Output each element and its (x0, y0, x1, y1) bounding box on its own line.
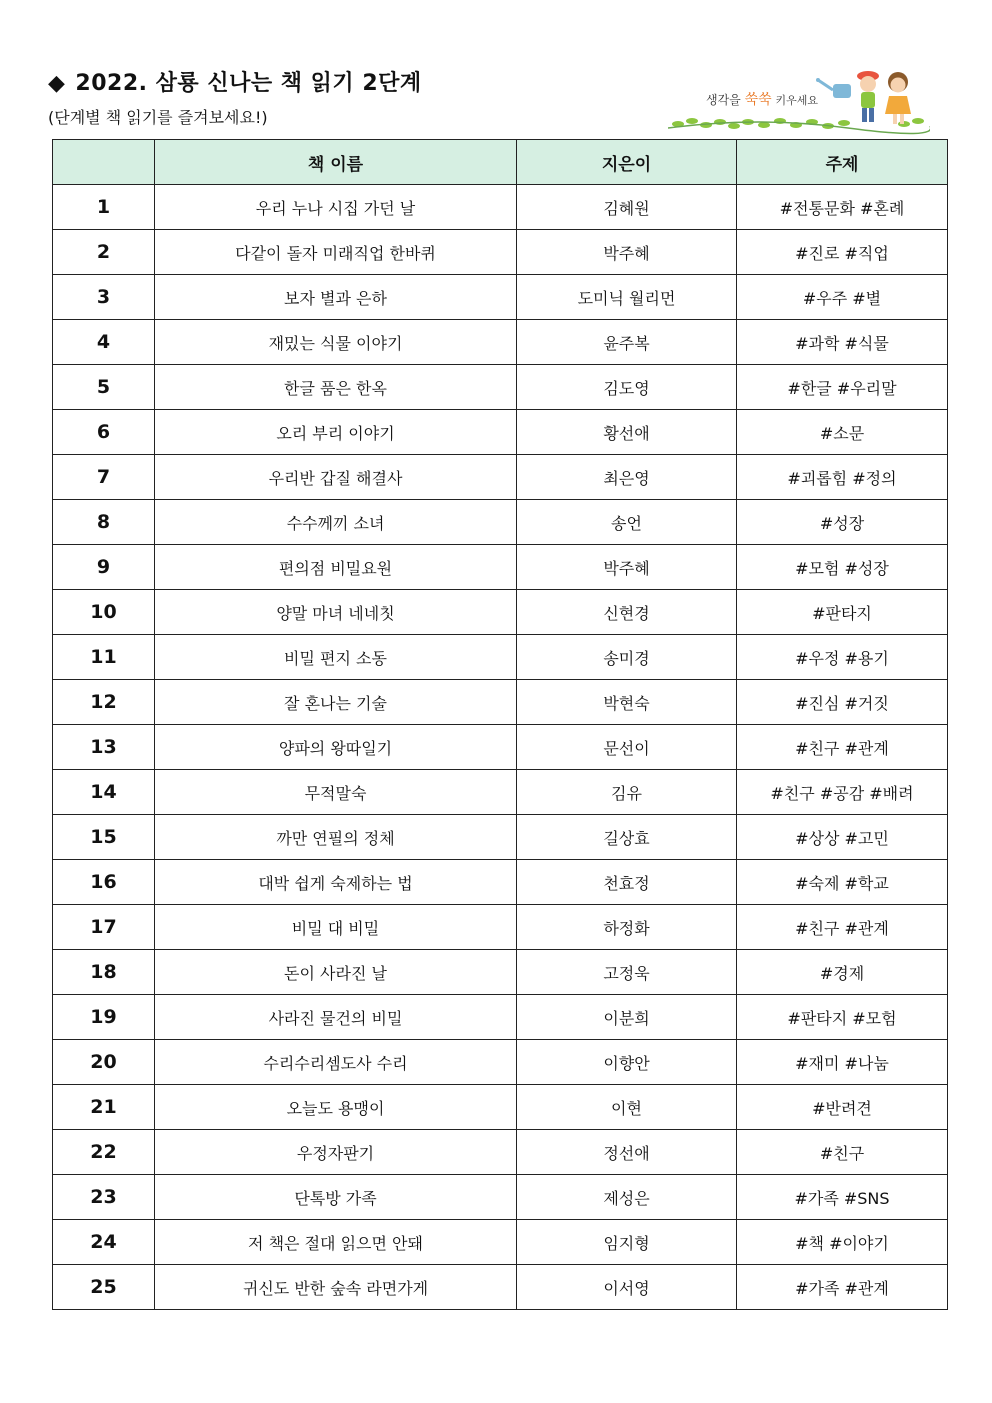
banner-illustration (668, 66, 930, 136)
book-author: 제성은 (517, 1175, 737, 1220)
header-author: 지은이 (517, 140, 737, 185)
book-theme: #우정 #용기 (737, 635, 948, 680)
row-number: 23 (53, 1175, 155, 1220)
row-number: 5 (53, 365, 155, 410)
book-title: 편의점 비밀요원 (155, 545, 517, 590)
book-theme: #진심 #거짓 (737, 680, 948, 725)
book-theme: #전통문화 #혼례 (737, 185, 948, 230)
row-number: 15 (53, 815, 155, 860)
row-number: 13 (53, 725, 155, 770)
table-row (53, 860, 948, 905)
row-number: 19 (53, 995, 155, 1040)
book-theme: #상상 #고민 (737, 815, 948, 860)
row-number: 4 (53, 320, 155, 365)
book-theme: #친구 (737, 1130, 948, 1175)
book-author: 길상효 (517, 815, 737, 860)
book-theme: #책 #이야기 (737, 1220, 948, 1265)
row-number: 24 (53, 1220, 155, 1265)
book-title: 수리수리셈도사 수리 (155, 1040, 517, 1085)
book-title: 오늘도 용맹이 (155, 1085, 517, 1130)
book-author: 천효정 (517, 860, 737, 905)
book-author: 신현경 (517, 590, 737, 635)
table-row (53, 1265, 948, 1310)
table-body (53, 185, 948, 1310)
book-theme: #한글 #우리말 (737, 365, 948, 410)
table-row (53, 815, 948, 860)
page-title-text: 2022. 삼룡 신나는 책 읽기 2단계 (75, 71, 422, 96)
table-row (53, 590, 948, 635)
book-theme: #가족 #관계 (737, 1265, 948, 1310)
table-row (53, 680, 948, 725)
row-number: 10 (53, 590, 155, 635)
table-row (53, 320, 948, 365)
book-theme: #친구 #공감 #배려 (737, 770, 948, 815)
boy-figure-icon (857, 71, 879, 122)
book-author: 박주혜 (517, 545, 737, 590)
book-author: 도미닉 월리먼 (517, 275, 737, 320)
book-theme: #친구 #관계 (737, 905, 948, 950)
book-theme: #판타지 #모험 (737, 995, 948, 1040)
book-author: 황선애 (517, 410, 737, 455)
row-number: 14 (53, 770, 155, 815)
book-title: 우리 누나 시집 가던 날 (155, 185, 517, 230)
book-author: 박주혜 (517, 230, 737, 275)
book-title: 보자 별과 은하 (155, 275, 517, 320)
book-theme: #과학 #식물 (737, 320, 948, 365)
book-theme: #괴롭힘 #정의 (737, 455, 948, 500)
row-number: 12 (53, 680, 155, 725)
book-author: 이향안 (517, 1040, 737, 1085)
book-author: 임지형 (517, 1220, 737, 1265)
book-theme: #성장 (737, 500, 948, 545)
row-number: 22 (53, 1130, 155, 1175)
book-title: 우리반 갑질 해결사 (155, 455, 517, 500)
row-number: 20 (53, 1040, 155, 1085)
table-row (53, 1220, 948, 1265)
table-row (53, 995, 948, 1040)
row-number: 2 (53, 230, 155, 275)
book-title: 다같이 돌자 미래직업 한바퀴 (155, 230, 517, 275)
row-number: 3 (53, 275, 155, 320)
page-title (48, 66, 422, 97)
book-theme: #가족 #SNS (737, 1175, 948, 1220)
table-row (53, 905, 948, 950)
book-title: 저 책은 절대 읽으면 안돼 (155, 1220, 517, 1265)
book-theme: #우주 #별 (737, 275, 948, 320)
book-title: 돈이 사라진 날 (155, 950, 517, 995)
book-theme: #친구 #관계 (737, 725, 948, 770)
book-title: 사라진 물건의 비밀 (155, 995, 517, 1040)
book-author: 이서영 (517, 1265, 737, 1310)
book-author: 문선이 (517, 725, 737, 770)
header-theme: 주제 (737, 140, 948, 185)
book-title: 오리 부리 이야기 (155, 410, 517, 455)
row-number: 11 (53, 635, 155, 680)
book-title: 한글 품은 한옥 (155, 365, 517, 410)
book-author: 김혜원 (517, 185, 737, 230)
table-row (53, 275, 948, 320)
table-row (53, 1175, 948, 1220)
row-number: 9 (53, 545, 155, 590)
girl-figure-icon (885, 72, 911, 124)
table-row (53, 725, 948, 770)
book-title: 수수께끼 소녀 (155, 500, 517, 545)
book-author: 하정화 (517, 905, 737, 950)
banner-text-highlight: 쑥쑥 (744, 92, 772, 108)
row-number: 6 (53, 410, 155, 455)
book-author: 송미경 (517, 635, 737, 680)
book-author: 이분희 (517, 995, 737, 1040)
book-theme: #반려견 (737, 1085, 948, 1130)
table-header-row (53, 140, 948, 185)
book-title: 대박 쉽게 숙제하는 법 (155, 860, 517, 905)
book-title: 까만 연필의 정체 (155, 815, 517, 860)
table-row (53, 1130, 948, 1175)
book-author: 최은영 (517, 455, 737, 500)
row-number: 16 (53, 860, 155, 905)
book-author: 김도영 (517, 365, 737, 410)
header-number (53, 140, 155, 185)
row-number: 21 (53, 1085, 155, 1130)
table-row (53, 500, 948, 545)
book-author: 김유 (517, 770, 737, 815)
table-row (53, 770, 948, 815)
book-theme: #숙제 #학교 (737, 860, 948, 905)
page-subtitle: (단계별 책 읽기를 즐겨보세요!) (48, 108, 268, 127)
book-author: 송언 (517, 500, 737, 545)
row-number: 1 (53, 185, 155, 230)
row-number: 8 (53, 500, 155, 545)
table-row (53, 635, 948, 680)
row-number: 18 (53, 950, 155, 995)
book-title: 잘 혼나는 기술 (155, 680, 517, 725)
book-title: 단톡방 가족 (155, 1175, 517, 1220)
book-title: 재밌는 식물 이야기 (155, 320, 517, 365)
table-row (53, 1040, 948, 1085)
book-theme: #진로 #직업 (737, 230, 948, 275)
book-author: 박현숙 (517, 680, 737, 725)
book-theme: #경제 (737, 950, 948, 995)
table-row (53, 545, 948, 590)
book-title: 양말 마녀 네네칫 (155, 590, 517, 635)
banner-text-before: 생각을 (706, 93, 741, 107)
table-row (53, 365, 948, 410)
row-number: 25 (53, 1265, 155, 1310)
book-title: 우정자판기 (155, 1130, 517, 1175)
diamond-bullet-icon: ◆ (48, 71, 66, 96)
banner-text-after: 키우세요 (775, 94, 819, 107)
watering-can-icon (816, 78, 851, 98)
table-row (53, 185, 948, 230)
book-author: 윤주복 (517, 320, 737, 365)
header-book-title: 책 이름 (155, 140, 517, 185)
book-theme: #소문 (737, 410, 948, 455)
row-number: 17 (53, 905, 155, 950)
svg-text:생각을 쑥쑥 키우세요 (706, 92, 818, 108)
table-row (53, 455, 948, 500)
book-theme: #판타지 (737, 590, 948, 635)
book-title: 무적말숙 (155, 770, 517, 815)
book-title: 비밀 편지 소동 (155, 635, 517, 680)
book-theme: #재미 #나눔 (737, 1040, 948, 1085)
book-author: 고정욱 (517, 950, 737, 995)
book-title: 귀신도 반한 숲속 라면가게 (155, 1265, 517, 1310)
book-title: 양파의 왕따일기 (155, 725, 517, 770)
row-number: 7 (53, 455, 155, 500)
book-author: 이현 (517, 1085, 737, 1130)
table-row (53, 1085, 948, 1130)
book-title: 비밀 대 비밀 (155, 905, 517, 950)
book-theme: #모험 #성장 (737, 545, 948, 590)
book-list-table (52, 139, 948, 1310)
book-author: 정선애 (517, 1130, 737, 1175)
table-row (53, 230, 948, 275)
table-row (53, 950, 948, 995)
table-row (53, 410, 948, 455)
